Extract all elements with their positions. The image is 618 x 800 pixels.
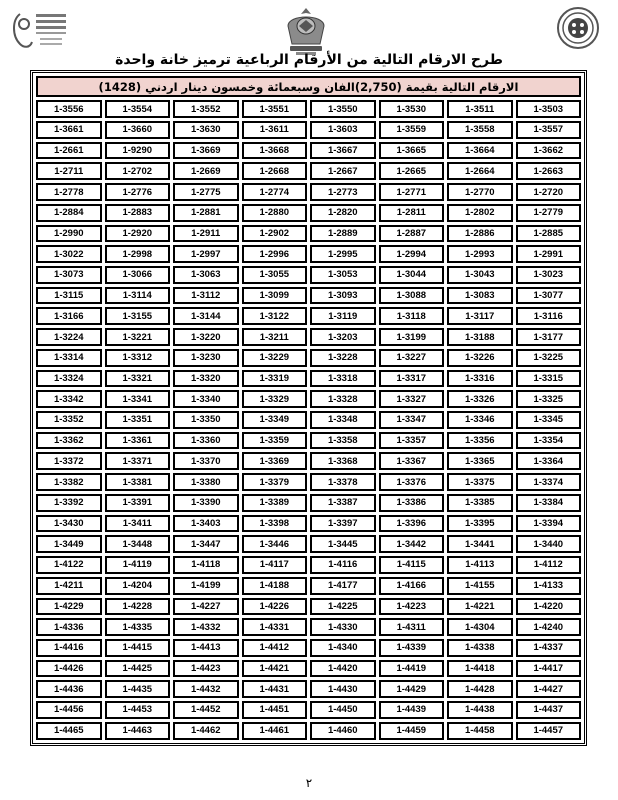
number-cell: 1-3315	[516, 370, 582, 388]
table-row	[36, 515, 581, 533]
number-cell: 1-3220	[173, 328, 239, 346]
number-cell: 1-3378	[310, 473, 376, 491]
number-cell: 1-3351	[105, 411, 171, 429]
number-cell: 1-4199	[173, 577, 239, 595]
number-cell: 1-4311	[379, 618, 445, 636]
number-cell: 1-3093	[310, 287, 376, 305]
number-cell: 1-3448	[105, 535, 171, 553]
number-cell: 1-4115	[379, 556, 445, 574]
number-cell: 1-3312	[105, 349, 171, 367]
number-cell: 1-2778	[36, 183, 102, 201]
number-cell: 1-3359	[242, 432, 308, 450]
number-cell: 1-3226	[447, 349, 513, 367]
number-cell: 1-4459	[379, 722, 445, 740]
table-row	[36, 287, 581, 305]
number-cell: 1-4330	[310, 618, 376, 636]
number-cell: 1-3166	[36, 307, 102, 325]
number-cell: 1-3321	[105, 370, 171, 388]
number-cell: 1-3077	[516, 287, 582, 305]
number-cell: 1-4221	[447, 598, 513, 616]
number-cell: 1-3088	[379, 287, 445, 305]
table-row	[36, 390, 581, 408]
number-cell: 1-4423	[173, 660, 239, 678]
number-cell: 1-4188	[242, 577, 308, 595]
table-row	[36, 680, 581, 698]
number-cell: 1-4458	[447, 722, 513, 740]
number-cell: 1-3667	[310, 142, 376, 160]
number-cell: 1-2880	[242, 204, 308, 222]
number-cell: 1-2820	[310, 204, 376, 222]
number-cell: 1-3552	[173, 100, 239, 118]
number-cell: 1-3669	[173, 142, 239, 160]
number-cell: 1-2994	[379, 245, 445, 263]
number-cell: 1-3369	[242, 452, 308, 470]
numbers-table	[33, 73, 584, 743]
number-cell: 1-3317	[379, 370, 445, 388]
number-cell: 1-3665	[379, 142, 445, 160]
number-cell: 1-3340	[173, 390, 239, 408]
number-cell: 1-4436	[36, 680, 102, 698]
number-cell: 1-3376	[379, 473, 445, 491]
number-cell: 1-4227	[173, 598, 239, 616]
number-cell: 1-4457	[516, 722, 582, 740]
number-cell: 1-3115	[36, 287, 102, 305]
table-row	[36, 577, 581, 595]
number-cell: 1-4463	[105, 722, 171, 740]
number-cell: 1-3668	[242, 142, 308, 160]
number-cell: 1-3188	[447, 328, 513, 346]
number-cell: 1-3660	[105, 121, 171, 139]
number-cell: 1-3073	[36, 266, 102, 284]
number-cell: 1-2776	[105, 183, 171, 201]
number-cell: 1-4461	[242, 722, 308, 740]
number-cell: 1-4338	[447, 639, 513, 657]
number-cell: 1-4133	[516, 577, 582, 595]
number-cell: 1-3365	[447, 452, 513, 470]
number-cell: 1-3395	[447, 515, 513, 533]
number-cell: 1-2885	[516, 225, 582, 243]
number-cell: 1-4331	[242, 618, 308, 636]
number-cell: 1-4425	[105, 660, 171, 678]
number-cell: 1-3661	[36, 121, 102, 139]
number-cell: 1-4453	[105, 701, 171, 719]
table-row	[36, 100, 581, 118]
number-cell: 1-4429	[379, 680, 445, 698]
number-cell: 1-2902	[242, 225, 308, 243]
number-cell: 1-4462	[173, 722, 239, 740]
number-cell: 1-3320	[173, 370, 239, 388]
number-cell: 1-4339	[379, 639, 445, 657]
number-cell: 1-3384	[516, 494, 582, 512]
number-cell: 1-4413	[173, 639, 239, 657]
number-cell: 1-4240	[516, 618, 582, 636]
number-cell: 1-3557	[516, 121, 582, 139]
number-cell: 1-3022	[36, 245, 102, 263]
number-cell: 1-4166	[379, 577, 445, 595]
number-cell: 1-3318	[310, 370, 376, 388]
number-cell: 1-3083	[447, 287, 513, 305]
table-row	[36, 370, 581, 388]
number-cell: 1-3368	[310, 452, 376, 470]
page-heading: طرح الارقام التالية من الأرقام الرباعية ترميز خانة واحدة	[115, 52, 503, 68]
number-cell: 1-9290	[105, 142, 171, 160]
number-cell: 1-3357	[379, 432, 445, 450]
number-cell: 1-4332	[173, 618, 239, 636]
number-cell: 1-4228	[105, 598, 171, 616]
number-cell: 1-3117	[447, 307, 513, 325]
number-cell: 1-3375	[447, 473, 513, 491]
number-cell: 1-4336	[36, 618, 102, 636]
number-cell: 1-2996	[242, 245, 308, 263]
number-cell: 1-4204	[105, 577, 171, 595]
number-cell: 1-2720	[516, 183, 582, 201]
table-row	[36, 307, 581, 325]
number-cell: 1-4220	[516, 598, 582, 616]
table-row	[36, 225, 581, 243]
number-cell: 1-4229	[36, 598, 102, 616]
number-cell: 1-2884	[36, 204, 102, 222]
number-cell: 1-4416	[36, 639, 102, 657]
number-cell: 1-3387	[310, 494, 376, 512]
number-cell: 1-4335	[105, 618, 171, 636]
table-row	[36, 121, 581, 139]
number-cell: 1-3396	[379, 515, 445, 533]
table-row	[36, 660, 581, 678]
table-row	[36, 722, 581, 740]
number-cell: 1-4155	[447, 577, 513, 595]
number-cell: 1-3114	[105, 287, 171, 305]
number-cell: 1-4118	[173, 556, 239, 574]
number-cell: 1-4415	[105, 639, 171, 657]
number-cell: 1-2889	[310, 225, 376, 243]
number-cell: 1-2883	[105, 204, 171, 222]
number-cell: 1-3116	[516, 307, 582, 325]
table-row	[36, 701, 581, 719]
table-row	[36, 494, 581, 512]
number-cell: 1-3381	[105, 473, 171, 491]
number-cell: 1-3449	[36, 535, 102, 553]
number-cell: 1-3325	[516, 390, 582, 408]
number-cell: 1-3551	[242, 100, 308, 118]
table-row	[36, 452, 581, 470]
number-cell: 1-3066	[105, 266, 171, 284]
table-row	[36, 618, 581, 636]
number-cell: 1-3603	[310, 121, 376, 139]
number-cell: 1-2669	[173, 162, 239, 180]
number-cell: 1-4465	[36, 722, 102, 740]
number-cell: 1-3346	[447, 411, 513, 429]
number-cell: 1-4437	[516, 701, 582, 719]
number-cell: 1-4122	[36, 556, 102, 574]
number-cell: 1-4456	[36, 701, 102, 719]
number-cell: 1-2887	[379, 225, 445, 243]
e-government-logo	[10, 6, 70, 52]
number-cell: 1-4419	[379, 660, 445, 678]
number-cell: 1-3397	[310, 515, 376, 533]
number-cell: 1-3430	[36, 515, 102, 533]
number-cell: 1-4428	[447, 680, 513, 698]
number-cell: 1-3345	[516, 411, 582, 429]
number-cell: 1-3316	[447, 370, 513, 388]
number-cell: 1-2711	[36, 162, 102, 180]
number-cell: 1-3371	[105, 452, 171, 470]
number-cell: 1-3361	[105, 432, 171, 450]
number-cell: 1-3390	[173, 494, 239, 512]
number-cell: 1-3155	[105, 307, 171, 325]
number-cell: 1-4432	[173, 680, 239, 698]
coat-of-arms-icon	[280, 4, 332, 56]
number-cell: 1-3199	[379, 328, 445, 346]
number-cell: 1-4412	[242, 639, 308, 657]
number-cell: 1-3382	[36, 473, 102, 491]
table-row	[36, 639, 581, 657]
table-row	[36, 349, 581, 367]
number-cell: 1-4450	[310, 701, 376, 719]
number-cell: 1-3063	[173, 266, 239, 284]
number-cell: 1-3360	[173, 432, 239, 450]
number-cell: 1-3221	[105, 328, 171, 346]
numbers-table-frame	[30, 70, 587, 746]
number-cell: 1-3374	[516, 473, 582, 491]
number-cell: 1-4421	[242, 660, 308, 678]
number-cell: 1-4427	[516, 680, 582, 698]
number-cell: 1-4337	[516, 639, 582, 657]
number-cell: 1-3440	[516, 535, 582, 553]
table-row	[36, 432, 581, 450]
number-cell: 1-3391	[105, 494, 171, 512]
number-cell: 1-2990	[36, 225, 102, 243]
number-cell: 1-2702	[105, 162, 171, 180]
number-cell: 1-3329	[242, 390, 308, 408]
number-cell: 1-3556	[36, 100, 102, 118]
number-cell: 1-3203	[310, 328, 376, 346]
number-cell: 1-3225	[516, 349, 582, 367]
number-cell: 1-2802	[447, 204, 513, 222]
page-number: ٢	[305, 776, 313, 790]
number-cell: 1-3348	[310, 411, 376, 429]
number-cell: 1-3379	[242, 473, 308, 491]
number-cell: 1-3380	[173, 473, 239, 491]
number-cell: 1-4430	[310, 680, 376, 698]
table-row	[36, 204, 581, 222]
number-cell: 1-3224	[36, 328, 102, 346]
number-cell: 1-2998	[105, 245, 171, 263]
number-cell: 1-4426	[36, 660, 102, 678]
number-cell: 1-3099	[242, 287, 308, 305]
number-cell: 1-4113	[447, 556, 513, 574]
number-cell: 1-3364	[516, 452, 582, 470]
table-title: الارقام التالية بقيمة (2,750)الفان وسبعمائة وخمسون دينار اردني (1428)	[36, 76, 581, 97]
number-cell: 1-4460	[310, 722, 376, 740]
number-cell: 1-3230	[173, 349, 239, 367]
number-cell: 1-3530	[379, 100, 445, 118]
number-cell: 1-3228	[310, 349, 376, 367]
number-cell: 1-4420	[310, 660, 376, 678]
table-row	[36, 245, 581, 263]
number-cell: 1-4211	[36, 577, 102, 595]
number-cell: 1-2991	[516, 245, 582, 263]
number-cell: 1-3324	[36, 370, 102, 388]
number-cell: 1-3503	[516, 100, 582, 118]
number-cell: 1-3558	[447, 121, 513, 139]
number-cell: 1-4451	[242, 701, 308, 719]
table-row	[36, 266, 581, 284]
number-cell: 1-3403	[173, 515, 239, 533]
number-cell: 1-4117	[242, 556, 308, 574]
number-cell: 1-3550	[310, 100, 376, 118]
number-cell: 1-3389	[242, 494, 308, 512]
number-cell: 1-4435	[105, 680, 171, 698]
table-row	[36, 598, 581, 616]
table-row	[36, 556, 581, 574]
number-cell: 1-3319	[242, 370, 308, 388]
table-row	[36, 411, 581, 429]
number-cell: 1-3664	[447, 142, 513, 160]
number-cell: 1-3342	[36, 390, 102, 408]
number-cell: 1-3053	[310, 266, 376, 284]
number-cell: 1-3055	[242, 266, 308, 284]
number-cell: 1-3350	[173, 411, 239, 429]
number-cell: 1-3559	[379, 121, 445, 139]
number-cell: 1-2770	[447, 183, 513, 201]
number-cell: 1-3367	[379, 452, 445, 470]
number-cell: 1-3358	[310, 432, 376, 450]
number-cell: 1-4439	[379, 701, 445, 719]
table-row	[36, 473, 581, 491]
number-cell: 1-2881	[173, 204, 239, 222]
number-cell: 1-3354	[516, 432, 582, 450]
number-cell: 1-3119	[310, 307, 376, 325]
number-cell: 1-4452	[173, 701, 239, 719]
number-cell: 1-4418	[447, 660, 513, 678]
number-cell: 1-3447	[173, 535, 239, 553]
table-row	[36, 328, 581, 346]
number-cell: 1-2775	[173, 183, 239, 201]
number-cell: 1-3630	[173, 121, 239, 139]
number-cell: 1-3611	[242, 121, 308, 139]
number-cell: 1-3347	[379, 411, 445, 429]
number-cell: 1-4431	[242, 680, 308, 698]
number-cell: 1-3122	[242, 307, 308, 325]
number-cell: 1-3392	[36, 494, 102, 512]
number-cell: 1-3023	[516, 266, 582, 284]
number-cell: 1-2920	[105, 225, 171, 243]
number-cell: 1-2664	[447, 162, 513, 180]
number-cell: 1-2771	[379, 183, 445, 201]
number-cell: 1-4417	[516, 660, 582, 678]
table-row	[36, 142, 581, 160]
number-cell: 1-4116	[310, 556, 376, 574]
number-cell: 1-2667	[310, 162, 376, 180]
table-row	[36, 183, 581, 201]
seal-icon	[556, 6, 600, 50]
number-cell: 1-2997	[173, 245, 239, 263]
number-cell: 1-3386	[379, 494, 445, 512]
number-cell: 1-2665	[379, 162, 445, 180]
number-cell: 1-3144	[173, 307, 239, 325]
number-cell: 1-3327	[379, 390, 445, 408]
number-cell: 1-2663	[516, 162, 582, 180]
number-cell: 1-4438	[447, 701, 513, 719]
number-cell: 1-3370	[173, 452, 239, 470]
number-cell: 1-2773	[310, 183, 376, 201]
number-cell: 1-3442	[379, 535, 445, 553]
table-row	[36, 162, 581, 180]
number-cell: 1-3211	[242, 328, 308, 346]
number-cell: 1-3362	[36, 432, 102, 450]
number-cell: 1-2774	[242, 183, 308, 201]
number-cell: 1-3385	[447, 494, 513, 512]
number-cell: 1-4223	[379, 598, 445, 616]
number-cell: 1-3349	[242, 411, 308, 429]
number-cell: 1-4177	[310, 577, 376, 595]
number-cell: 1-3314	[36, 349, 102, 367]
number-cell: 1-2668	[242, 162, 308, 180]
number-cell: 1-3394	[516, 515, 582, 533]
number-cell: 1-3446	[242, 535, 308, 553]
number-cell: 1-2661	[36, 142, 102, 160]
number-cell: 1-2993	[447, 245, 513, 263]
number-cell: 1-3352	[36, 411, 102, 429]
number-cell: 1-3112	[173, 287, 239, 305]
number-cell: 1-3441	[447, 535, 513, 553]
number-cell: 1-4226	[242, 598, 308, 616]
number-cell: 1-4340	[310, 639, 376, 657]
number-cell: 1-2886	[447, 225, 513, 243]
number-cell: 1-4304	[447, 618, 513, 636]
number-cell: 1-2995	[310, 245, 376, 263]
number-cell: 1-2779	[516, 204, 582, 222]
number-cell: 1-3328	[310, 390, 376, 408]
number-cell: 1-3229	[242, 349, 308, 367]
number-cell: 1-3411	[105, 515, 171, 533]
number-cell: 1-3177	[516, 328, 582, 346]
number-cell: 1-4225	[310, 598, 376, 616]
number-cell: 1-3326	[447, 390, 513, 408]
number-cell: 1-3043	[447, 266, 513, 284]
number-cell: 1-3554	[105, 100, 171, 118]
number-cell: 1-3227	[379, 349, 445, 367]
number-cell: 1-2911	[173, 225, 239, 243]
number-cell: 1-3341	[105, 390, 171, 408]
number-cell: 1-4112	[516, 556, 582, 574]
number-cell: 1-3398	[242, 515, 308, 533]
number-cell: 1-3356	[447, 432, 513, 450]
number-cell: 1-2811	[379, 204, 445, 222]
table-title-row	[36, 76, 581, 97]
number-cell: 1-3445	[310, 535, 376, 553]
number-cell: 1-4119	[105, 556, 171, 574]
number-cell: 1-3511	[447, 100, 513, 118]
number-cell: 1-3372	[36, 452, 102, 470]
number-cell: 1-3662	[516, 142, 582, 160]
number-cell: 1-3118	[379, 307, 445, 325]
number-cell: 1-3044	[379, 266, 445, 284]
table-row	[36, 535, 581, 553]
